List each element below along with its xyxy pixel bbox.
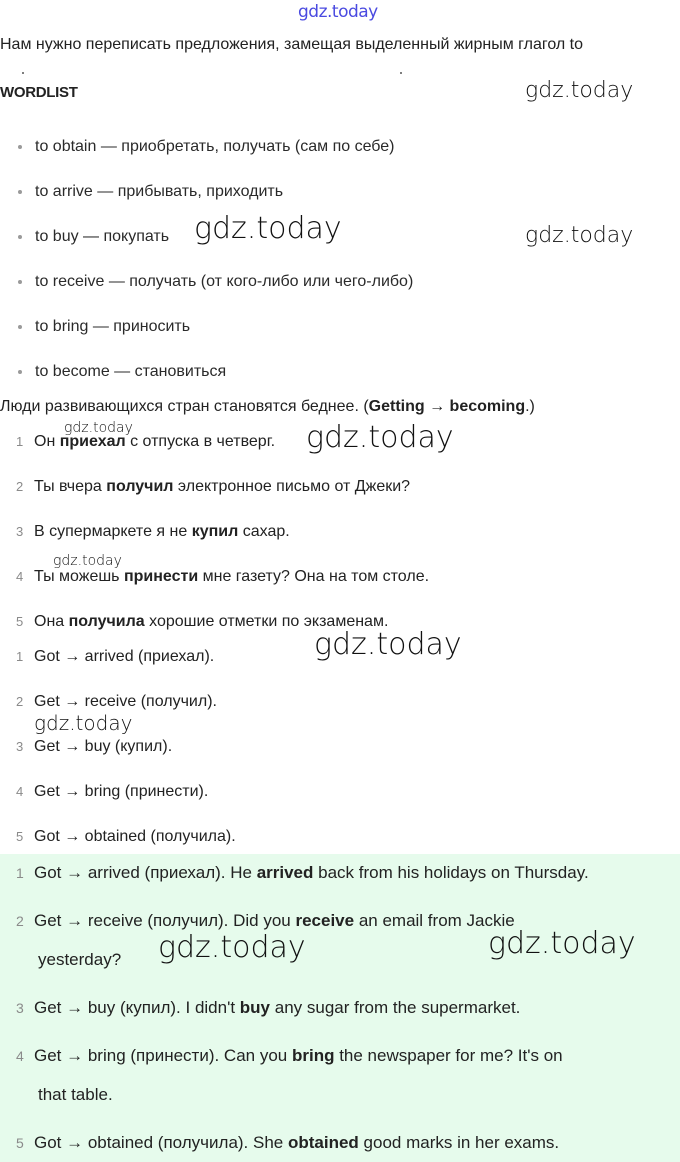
- replacement-row: 2 Get → receive (получил).: [16, 693, 217, 710]
- wordlist-item: to become — становиться: [18, 363, 226, 381]
- answer-row: 3 Get → buy (купил). I didn't buy any sugar from the supermarket.: [16, 998, 521, 1017]
- sentence-row: 4 Ты можешь принести мне газету? Она на том столе.: [16, 568, 430, 585]
- wordlist-item: to bring — приносить: [18, 318, 190, 336]
- answer-row: 2 Get → receive (получил). Did you receive an email from Jackie: [16, 911, 515, 930]
- answer-continuation: that table.: [38, 1085, 113, 1104]
- answer-continuation: yesterday?: [38, 950, 122, 969]
- sentence-row: 3 В супермаркете я не купил сахар.: [16, 523, 290, 540]
- sentence-row: 5 Она получила хорошие отметки по экзаменам.: [16, 613, 389, 630]
- wordlist-item: to buy — покупать: [18, 228, 169, 246]
- example-sentence: Люди развивающихся стран становятся беднее. (Getting → becoming.): [0, 398, 535, 415]
- task-intro: Нам нужно переписать предложения, замещая выделенный жирным глагол to: [0, 36, 584, 53]
- answer-row: 4 Get → bring (принести). Can you bring the newspaper for me? It's on: [16, 1046, 563, 1065]
- watermark: gdz.today: [64, 420, 133, 436]
- sentence-row: 1 Он приехал с отпуска в четверг.: [16, 433, 276, 450]
- replacement-row: 5 Got → obtained (получила).: [16, 828, 236, 845]
- watermark: gdz.today: [194, 211, 342, 246]
- watermark: gdz.today: [53, 553, 122, 569]
- wordlist-item: to obtain — приобретать, получать (сам по себе): [18, 138, 395, 156]
- answer-row: 5 Got → obtained (получила). She obtained good marks in her exams.: [16, 1133, 560, 1152]
- bullet-icon: [18, 145, 22, 149]
- replacement-row: 1 Got → arrived (приехал).: [16, 648, 215, 665]
- speck: [22, 72, 24, 74]
- site-logo[interactable]: gdz.today: [298, 2, 378, 22]
- wordlist-item: to arrive — прибывать, приходить: [18, 183, 283, 201]
- bullet-icon: [18, 235, 22, 239]
- bullet-icon: [18, 280, 22, 284]
- watermark: gdz.today: [306, 420, 454, 455]
- bullet-icon: [18, 370, 22, 374]
- watermark: gdz.today: [158, 930, 306, 965]
- bullet-icon: [18, 325, 22, 329]
- watermark: gdz.today: [488, 926, 636, 961]
- replacement-row: 3 Get → buy (купил).: [16, 738, 173, 755]
- example-bold: Getting → becoming: [368, 398, 526, 415]
- bullet-icon: [18, 190, 22, 194]
- wordlist-title: WORDLIST: [0, 84, 78, 101]
- watermark: gdz.today: [525, 78, 634, 103]
- speck: [400, 72, 402, 74]
- watermark: gdz.today: [314, 627, 462, 662]
- sentence-row: 2 Ты вчера получил электронное письмо от Джеки?: [16, 478, 411, 495]
- watermark: gdz.today: [525, 223, 634, 248]
- watermark: gdz.today: [34, 711, 133, 735]
- replacement-row: 4 Get → bring (принести).: [16, 783, 209, 800]
- answer-row: 1 Got → arrived (приехал). He arrived back from his holidays on Thursday.: [16, 863, 589, 882]
- wordlist-item: to receive — получать (от кого-либо или чего-либо): [18, 273, 413, 291]
